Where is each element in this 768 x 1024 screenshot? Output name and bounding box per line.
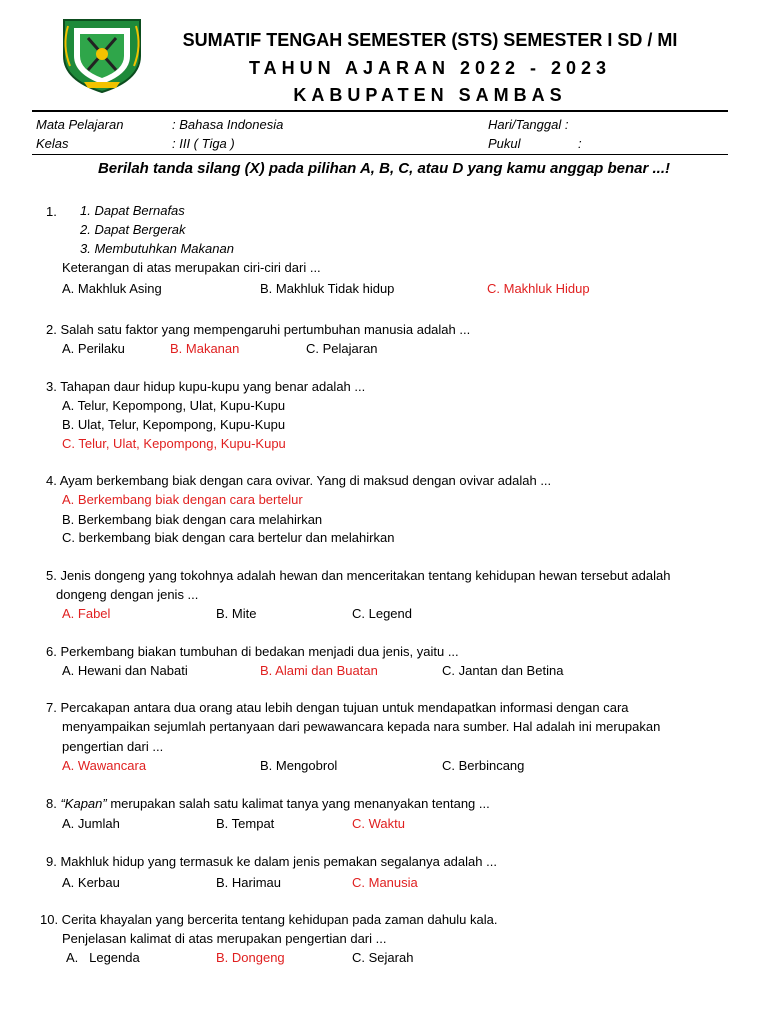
info-rule: [32, 154, 728, 155]
question-4-option-a: A. Berkembang biak dengan cara bertelur: [62, 492, 303, 507]
question-9-option-c: C. Manusia: [352, 875, 418, 890]
question-1-item-3: 3. Membutuhkan Makanan: [80, 241, 234, 256]
question-7-option-b: B. Mengobrol: [260, 758, 338, 773]
question-10-stem-line-1: 10. Cerita khayalan yang bercerita tentang kehidupan pada zaman dahulu kala.: [40, 912, 498, 927]
question-5-option-c: C. Legend: [352, 606, 412, 621]
question-4-option-c: C. berkembang biak dengan cara bertelur dan melahirkan: [62, 530, 395, 545]
question-3-option-c: C. Telur, Ulat, Kepompong, Kupu-Kupu: [62, 436, 286, 451]
instruction: Berilah tanda silang (X) pada pilihan A, B, C, atau D yang kamu anggap benar ...!: [97, 160, 671, 177]
question-7-stem-line-1: 7. Percakapan antara dua orang atau lebih dengan tujuan untuk mendapatkan informasi dengan cara: [46, 700, 629, 715]
academic-year: TAHUN AJARAN 2022 - 2023: [248, 58, 612, 78]
question-1-item-1: 1. Dapat Bernafas: [80, 203, 185, 218]
question-2-option-c: C. Pelajaran: [306, 341, 378, 356]
question-9-option-a: A. Kerbau: [62, 875, 120, 890]
question-10-option-b: B. Dongeng: [216, 950, 285, 965]
subject-label: Mata Pelajaran: [36, 117, 124, 132]
question-8-option-c: C. Waktu: [352, 816, 405, 831]
question-1-option-b: B. Makhluk Tidak hidup: [260, 281, 395, 296]
day-date-label: Hari/Tanggal :: [488, 117, 569, 132]
question-5-option-a: A. Fabel: [62, 606, 111, 621]
question-8-quoted-word: “Kapan”: [60, 796, 107, 811]
question-6-option-a: A. Hewani dan Nabati: [62, 663, 188, 678]
question-1-option-a: A. Makhluk Asing: [62, 281, 162, 296]
question-1-stem: Keterangan di atas merupakan ciri-ciri dari ...: [62, 260, 321, 275]
question-10-stem-line-2: Penjelasan kalimat di atas merupakan pengertian dari ...: [62, 931, 387, 946]
question-2-stem: 2. Salah satu faktor yang mempengaruhi pertumbuhan manusia adalah ...: [46, 322, 471, 337]
exam-title: SUMATIF TENGAH SEMESTER (STS) SEMESTER I SD / MI: [182, 30, 678, 50]
question-10-option-a: A. Legenda: [66, 950, 140, 965]
time-colon: :: [578, 136, 582, 151]
question-2-option-b: B. Makanan: [170, 341, 240, 356]
question-1-option-c: C. Makhluk Hidup: [487, 281, 590, 296]
question-8-stem-text: merupakan salah satu kalimat tanya yang menanyakan tentang ...: [106, 796, 490, 811]
header-rule: [32, 110, 728, 112]
question-6-option-c: C. Jantan dan Betina: [442, 663, 564, 678]
question-3-stem: 3. Tahapan daur hidup kupu-kupu yang benar adalah ...: [46, 379, 366, 394]
question-7-option-a: A. Wawancara: [62, 758, 147, 773]
question-7-option-c: C. Berbincang: [442, 758, 525, 773]
question-7-stem-line-2: menyampaikan sejumlah pertanyaan dari pewawancara kepada nara sumber. Hal adalah ini merupakan: [62, 719, 661, 734]
class-label: Kelas: [36, 136, 69, 151]
question-1-number: 1.: [46, 204, 57, 219]
question-8-option-a: A. Jumlah: [62, 816, 120, 831]
question-8-stem: [46, 796, 490, 811]
question-6-stem: 6. Perkembang biakan tumbuhan di bedakan menjadi dua jenis, yaitu ...: [46, 644, 459, 659]
regency-emblem-logo: [54, 16, 150, 94]
question-8-option-b: B. Tempat: [216, 816, 275, 831]
question-4-stem: 4. Ayam berkembang biak dengan cara ovivar. Yang di maksud dengan ovivar adalah ...: [46, 473, 552, 488]
time-label: Pukul: [488, 136, 521, 151]
question-5-stem-line-1: 5. Jenis dongeng yang tokohnya adalah hewan dan menceritakan tentang kehidupan hewan tersebut adalah: [46, 568, 671, 583]
class-value: : III ( Tiga ): [172, 136, 235, 151]
question-5-stem-line-2: dongeng dengan jenis ...: [56, 587, 199, 602]
question-3-option-a: A. Telur, Kepompong, Ulat, Kupu-Kupu: [62, 398, 286, 413]
question-2-option-a: A. Perilaku: [62, 341, 125, 356]
question-4-option-b: B. Berkembang biak dengan cara melahirkan: [62, 512, 323, 527]
regency-name: KABUPATEN SAMBAS: [293, 85, 567, 105]
question-6-option-b: B. Alami dan Buatan: [260, 663, 378, 678]
subject-value: : Bahasa Indonesia: [172, 117, 284, 132]
question-7-stem-line-3: pengertian dari ...: [62, 739, 164, 754]
question-9-stem: 9. Makhluk hidup yang termasuk ke dalam jenis pemakan segalanya adalah ...: [46, 854, 497, 869]
question-5-option-b: B. Mite: [216, 606, 257, 621]
question-1-item-2: 2. Dapat Bergerak: [80, 222, 186, 237]
question-8-number: 8.: [46, 796, 57, 811]
question-10-option-c: C. Sejarah: [352, 950, 414, 965]
question-9-option-b: B. Harimau: [216, 875, 282, 890]
question-3-option-b: B. Ulat, Telur, Kepompong, Kupu-Kupu: [62, 417, 286, 432]
